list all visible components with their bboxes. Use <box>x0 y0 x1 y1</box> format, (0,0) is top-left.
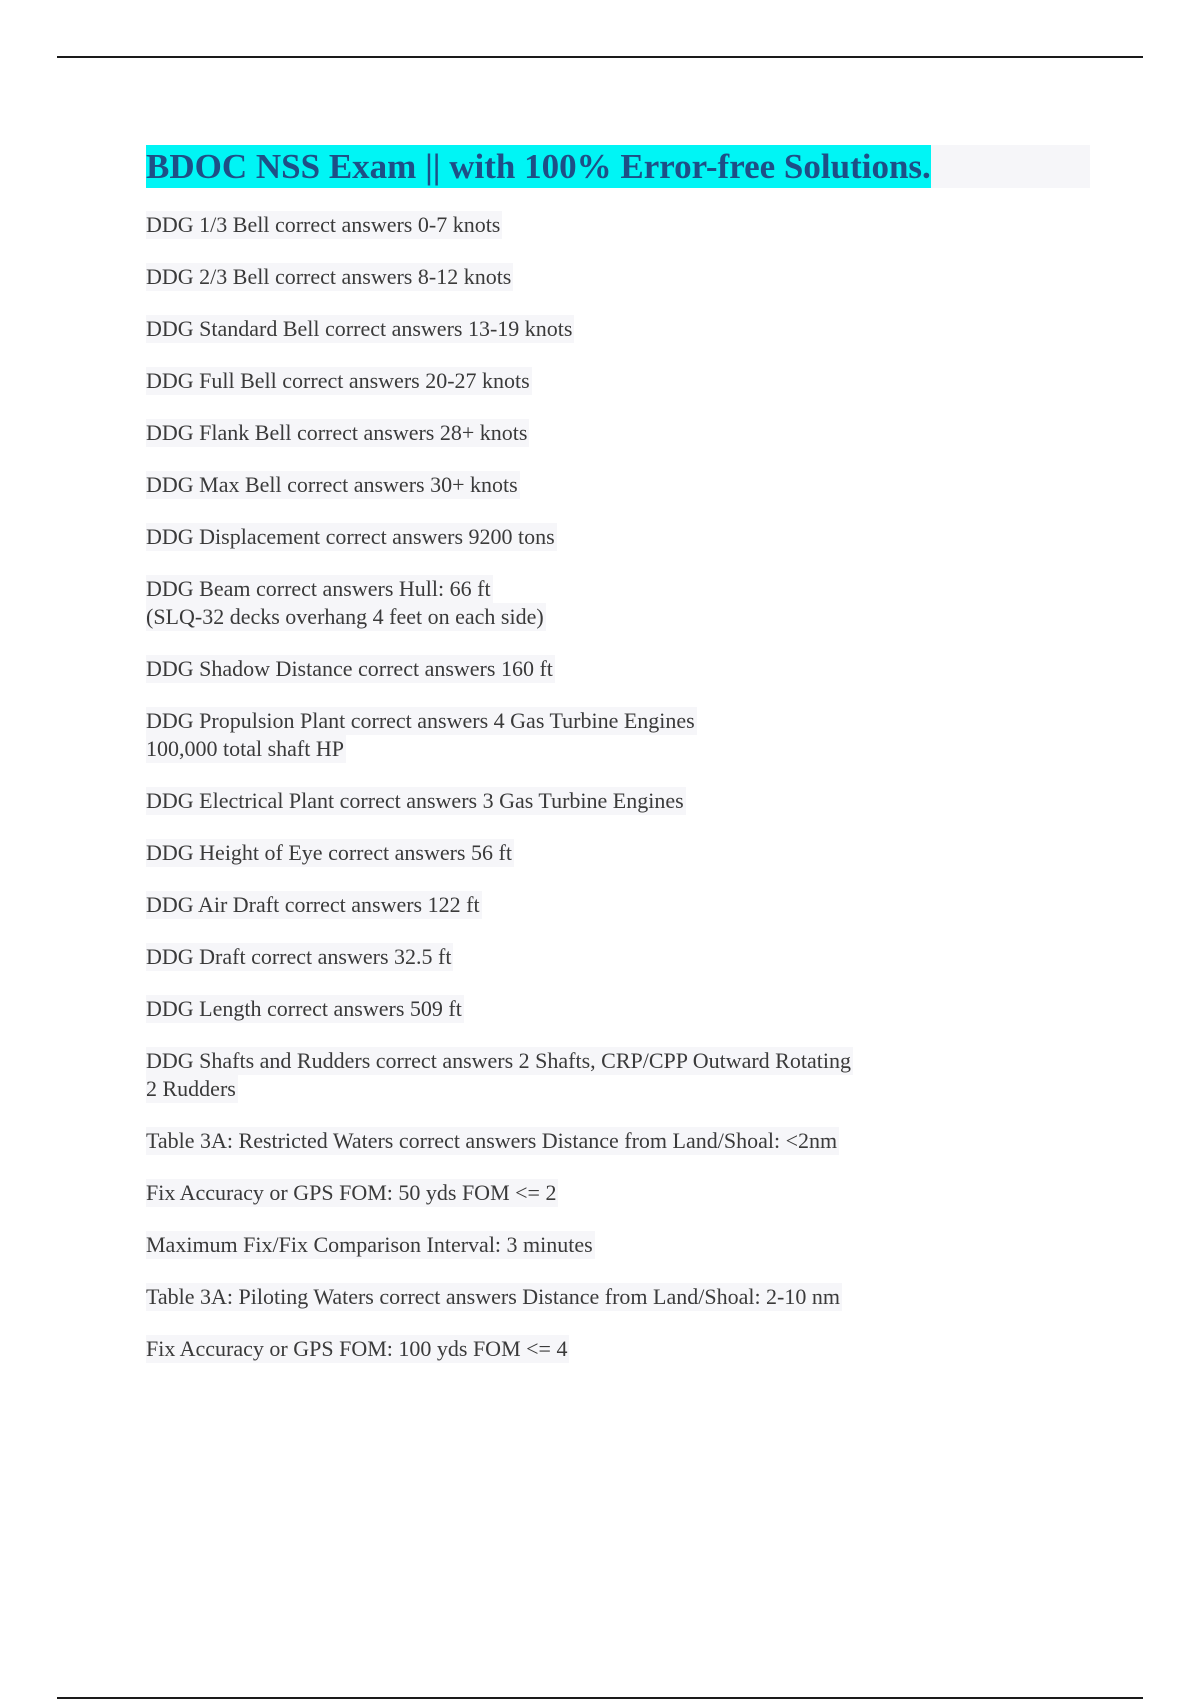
qa-entry <box>146 1047 1090 1103</box>
qa-entry <box>146 787 1090 815</box>
qa-entry-line: DDG Flank Bell correct answers 28+ knots <box>146 420 528 445</box>
header-rule <box>57 56 1143 58</box>
qa-entry-line: DDG Air Draft correct answers 122 ft <box>146 892 480 917</box>
qa-list <box>146 211 1090 1363</box>
qa-entry-line: 2 Rudders <box>146 1076 236 1101</box>
qa-entry <box>146 995 1090 1023</box>
qa-entry <box>146 263 1090 291</box>
qa-entry-line: DDG Shafts and Rudders correct answers 2 Shafts, CRP/CPP Outward Rotating <box>146 1048 851 1073</box>
qa-entry-line: (SLQ-32 decks overhang 4 feet on each side) <box>146 604 544 629</box>
qa-entry <box>146 1283 1090 1311</box>
document-body <box>146 145 1090 1363</box>
qa-entry <box>146 575 1090 631</box>
qa-entry-line: Fix Accuracy or GPS FOM: 100 yds FOM <= 4 <box>146 1336 568 1361</box>
qa-entry-line: 100,000 total shaft HP <box>146 736 344 761</box>
qa-entry <box>146 1127 1090 1155</box>
qa-entry <box>146 891 1090 919</box>
qa-entry-line: DDG Length correct answers 509 ft <box>146 996 462 1021</box>
qa-entry-line: DDG Max Bell correct answers 30+ knots <box>146 472 518 497</box>
qa-entry <box>146 523 1090 551</box>
qa-entry-line: Table 3A: Piloting Waters correct answers Distance from Land/Shoal: 2-10 nm <box>146 1284 840 1309</box>
qa-entry-line: DDG 1/3 Bell correct answers 0-7 knots <box>146 212 501 237</box>
document-title: BDOC NSS Exam || with 100% Error-free Solutions. <box>146 147 931 186</box>
qa-entry-line: DDG Shadow Distance correct answers 160 ft <box>146 656 553 681</box>
qa-entry-line: DDG Draft correct answers 32.5 ft <box>146 944 452 969</box>
qa-entry <box>146 707 1090 763</box>
qa-entry <box>146 839 1090 867</box>
qa-entry-line: DDG Full Bell correct answers 20-27 knots <box>146 368 530 393</box>
qa-entry-line: Fix Accuracy or GPS FOM: 50 yds FOM <= 2 <box>146 1180 557 1205</box>
qa-entry <box>146 655 1090 683</box>
qa-entry <box>146 419 1090 447</box>
qa-entry-line: DDG Propulsion Plant correct answers 4 Gas Turbine Engines <box>146 708 695 733</box>
qa-entry <box>146 471 1090 499</box>
qa-entry <box>146 211 1090 239</box>
qa-entry <box>146 367 1090 395</box>
qa-entry <box>146 943 1090 971</box>
qa-entry-line: DDG Displacement correct answers 9200 tons <box>146 524 555 549</box>
qa-entry <box>146 1179 1090 1207</box>
qa-entry-line: Table 3A: Restricted Waters correct answers Distance from Land/Shoal: <2nm <box>146 1128 838 1153</box>
qa-entry-line: DDG Beam correct answers Hull: 66 ft <box>146 576 491 601</box>
qa-entry <box>146 1231 1090 1259</box>
qa-entry-line: DDG Electrical Plant correct answers 3 Gas Turbine Engines <box>146 788 684 813</box>
qa-entry-line: DDG Standard Bell correct answers 13-19 knots <box>146 316 573 341</box>
qa-entry-line: Maximum Fix/Fix Comparison Interval: 3 minutes <box>146 1232 593 1257</box>
qa-entry <box>146 315 1090 343</box>
footer-rule <box>57 1697 1143 1699</box>
qa-entry <box>146 1335 1090 1363</box>
qa-entry-line: DDG 2/3 Bell correct answers 8-12 knots <box>146 264 512 289</box>
title-band <box>146 145 1090 188</box>
qa-entry-line: DDG Height of Eye correct answers 56 ft <box>146 840 512 865</box>
